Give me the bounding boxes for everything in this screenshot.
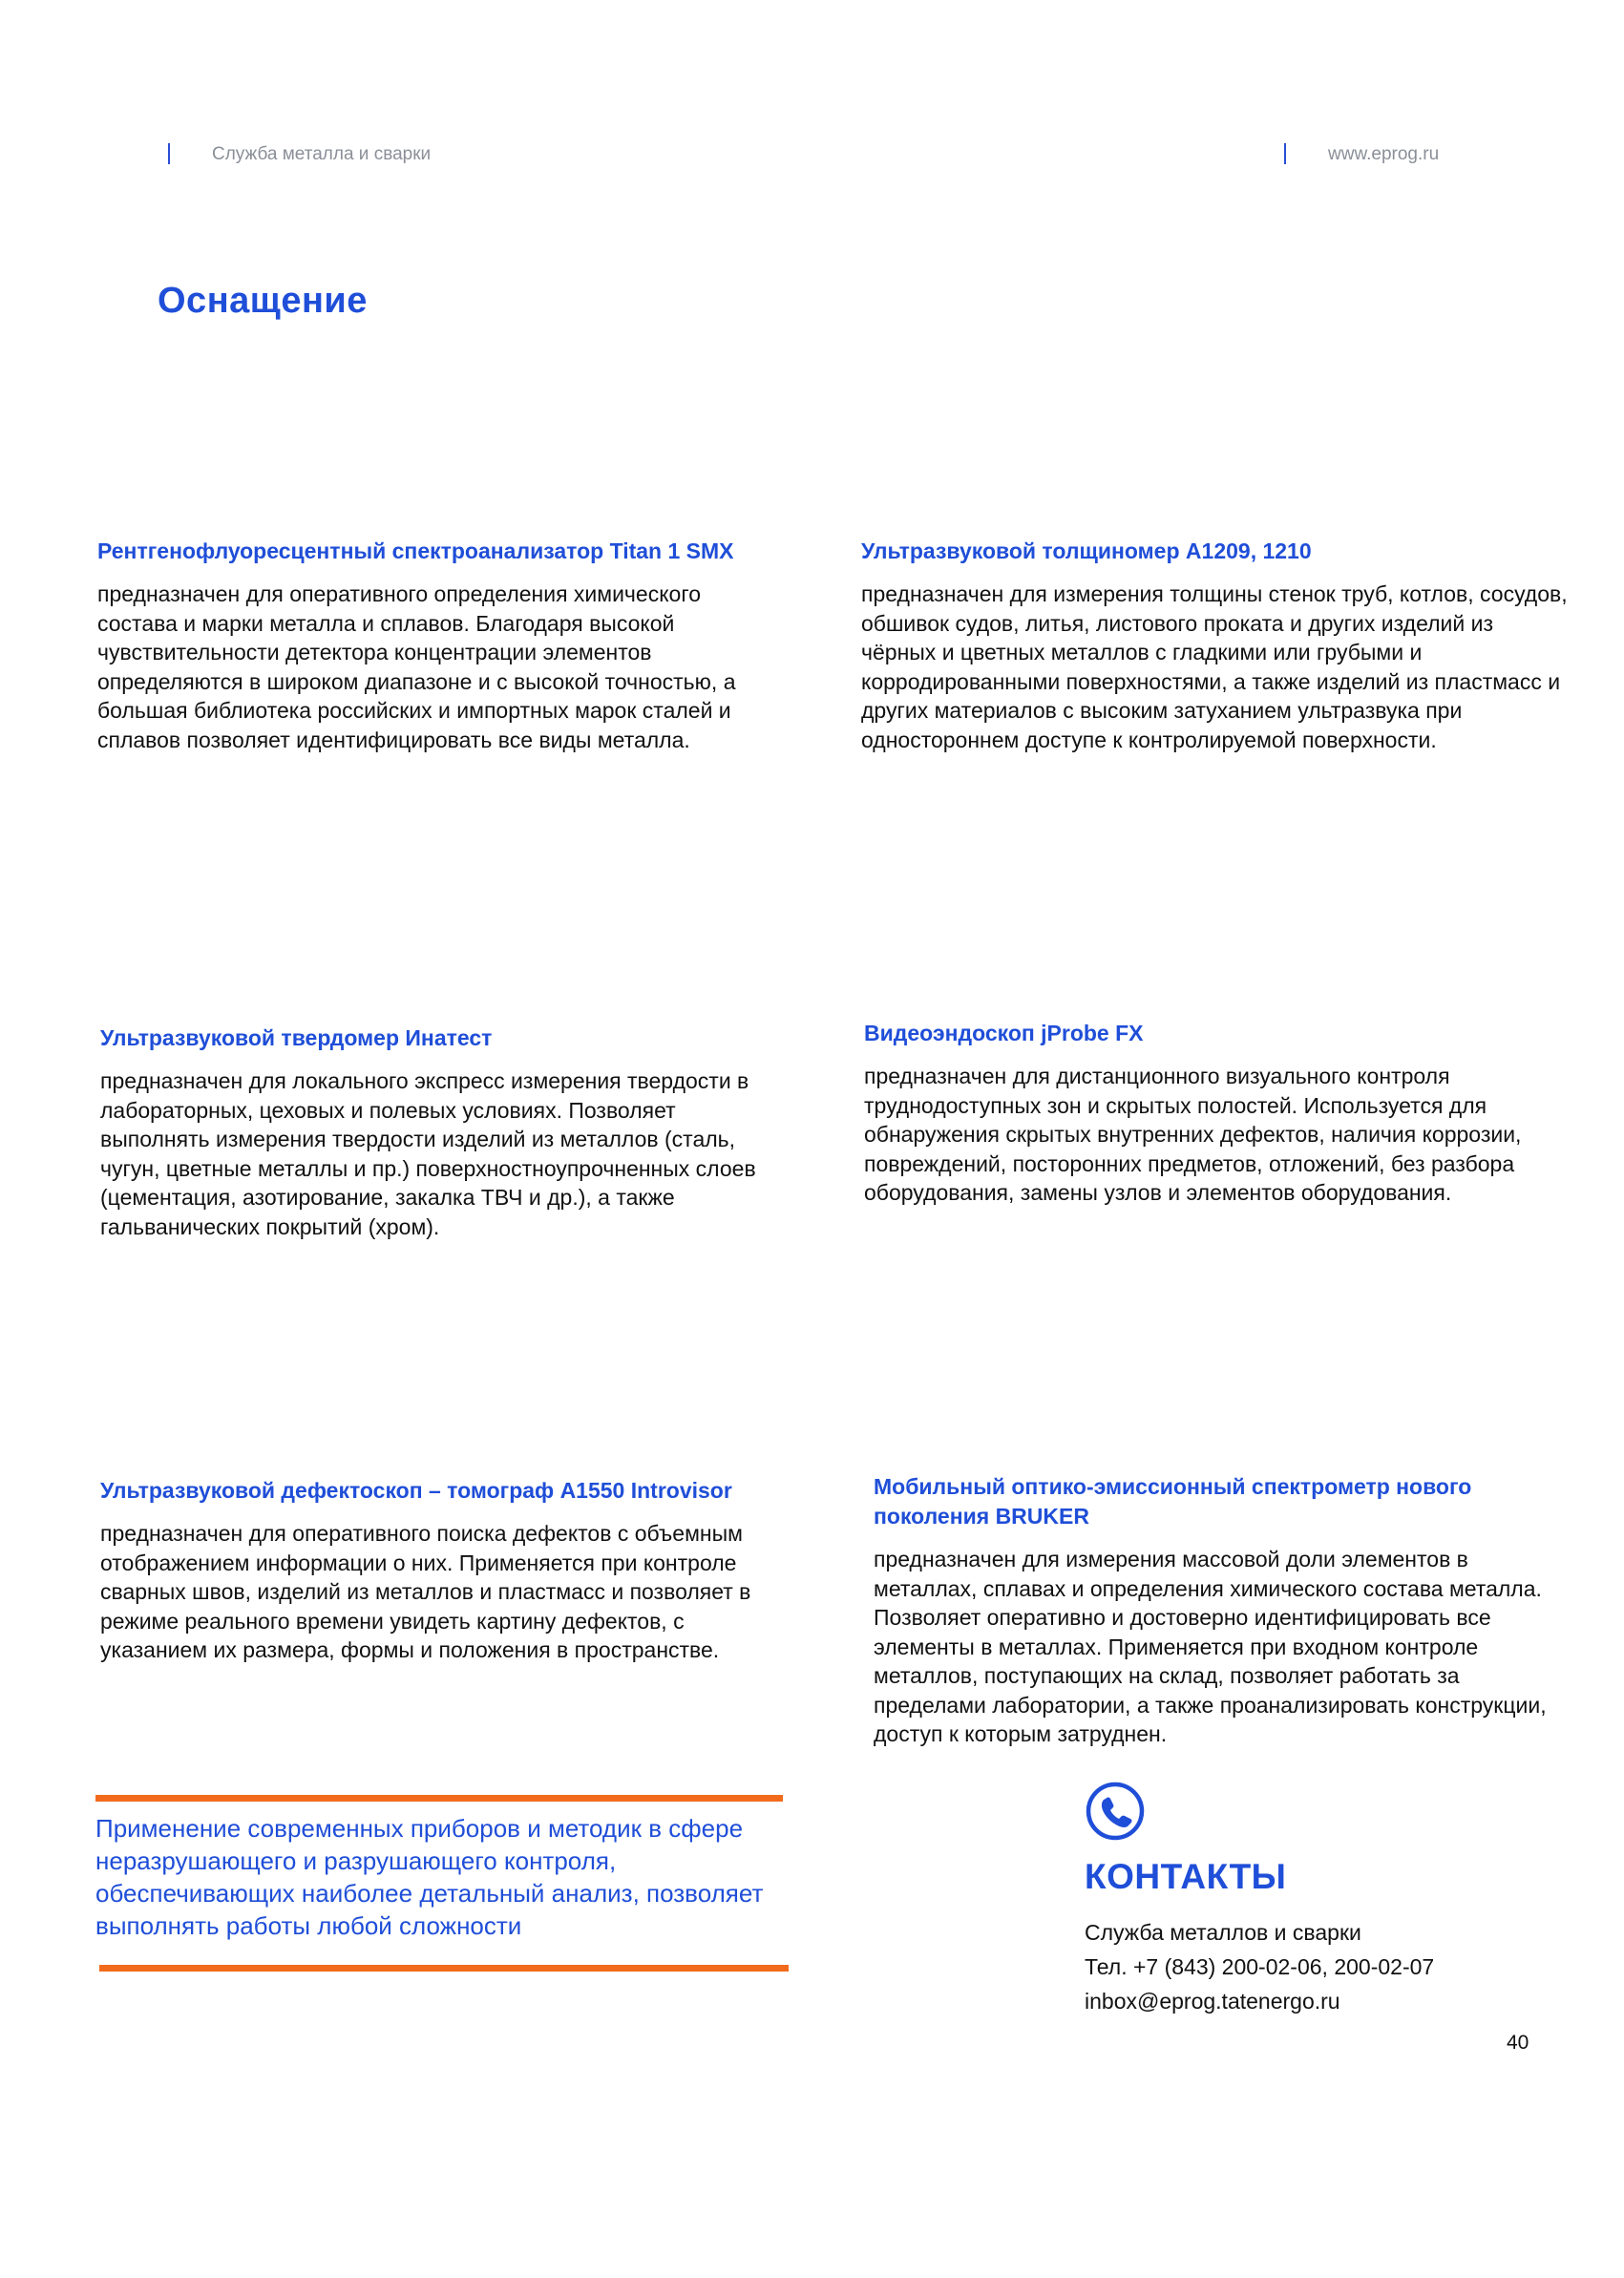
card-title: Мобильный оптико-эмиссионный спектрометр нового поколения BRUKER — [874, 1474, 1472, 1529]
page-number: 40 — [1507, 2032, 1529, 2054]
phone-icon — [1085, 1781, 1146, 1842]
contact-email[interactable]: inbox@eprog.tatenergo.ru — [1085, 1989, 1340, 2014]
section-title: Оснащение — [158, 281, 368, 321]
quote-top-rule — [95, 1795, 783, 1802]
contacts-title: КОНТАКТЫ — [1085, 1857, 1287, 1896]
contact-org: Служба металлов и сварки — [1085, 1920, 1361, 1945]
equipment-card-flaw-detector — [100, 1476, 769, 1665]
equipment-card-videoendoscope — [864, 1019, 1532, 1208]
header-left-bar — [168, 143, 170, 164]
contact-phone[interactable]: Тел. +7 (843) 200-02-06, 200-02-07 — [1085, 1954, 1435, 1979]
equipment-card-spectrometer — [874, 1472, 1551, 1749]
header-right-bar — [1284, 143, 1286, 164]
card-text: предназначен для оперативного поиска дефектов с объемным отображением информации о них. Применяется при контроле сварных швов, изделий из металлов и пластмасс и позволяет в режиме реального времени увидеть картину дефектов, с указанием их размера, формы и положения в пространстве. — [100, 1521, 751, 1662]
card-title: Ультразвуковой толщиномер А1209, 1210 — [861, 538, 1312, 563]
card-text: предназначен для оперативного определения химического состава и марки металла и сплавов. Благодаря высокой чувствительности детектора концентрации элементов определяются в широком диапазоне и с высокой точностью, а большая библиотека российских и импортных марок сталей и сплавов позволяет идентифицировать все виды металла. — [97, 581, 736, 752]
header-right-link[interactable]: www.eprog.ru — [1328, 144, 1440, 164]
card-title: Рентгенофлуоресцентный спектроанализатор Titan 1 SMX — [97, 538, 734, 563]
card-title: Ультразвуковой твердомер Инатест — [100, 1025, 493, 1050]
equipment-card-hardness-tester — [100, 1023, 778, 1241]
card-text: предназначен для локального экспресс измерения твердости в лабораторных, цеховых и полевых условиях. Позволяет выполнять измерения твердости изделий из металлов (сталь, чугун, цветные металлы и пр.) поверхностноупрочненных слоев (цементация, азотирование, закалка ТВЧ и др.), а также гальванических покрытий (хром). — [100, 1068, 756, 1239]
card-title: Ультразвуковой дефектоскоп – томограф А1550 Introvisor — [100, 1478, 732, 1503]
highlight-quote: Применение современных приборов и методик в сфере неразрушающего и разрушающего контроля, обеспечивающих наиболее детальный анализ, позволяет выполнять работы любой сложности — [95, 1814, 764, 1940]
header-left-text: Служба металла и сварки — [212, 144, 432, 164]
card-text: предназначен для дистанционного визуального контроля труднодоступных зон и скрытых полостей. Используется для обнаружения скрытых внутренних дефектов, наличия коррозии, повреждений, посторонних предметов, отложений, без разбора оборудования, замены узлов и элементов оборудования. — [864, 1064, 1522, 1205]
card-text: предназначен для измерения массовой доли элементов в металлах, сплавах и определения химического состава металла. Позволяет оперативно и достоверно идентифицировать все элементы в металлах. Применяется при входном контроле металлов, поступающих на склад, позволяет работать за пределами лаборатории, а также проанализировать конструкции, доступ к которым затруднен. — [874, 1547, 1547, 1746]
card-title: Видеоэндоскоп jProbe FX — [864, 1021, 1144, 1045]
equipment-card-thickness-gauge — [861, 537, 1568, 754]
card-text: предназначен для измерения толщины стенок труб, котлов, сосудов, обшивок судов, литья, листового проката и других изделий из чёрных и цветных металлов с гладкими или грубыми и корродированными поверхностями, а также изделий из пластмасс и других материалов с высоким затуханием ультразвука при одностороннем доступе к контролируемой поверхности. — [861, 581, 1568, 752]
equipment-card-titan — [97, 537, 737, 754]
quote-bottom-rule — [99, 1965, 789, 1972]
